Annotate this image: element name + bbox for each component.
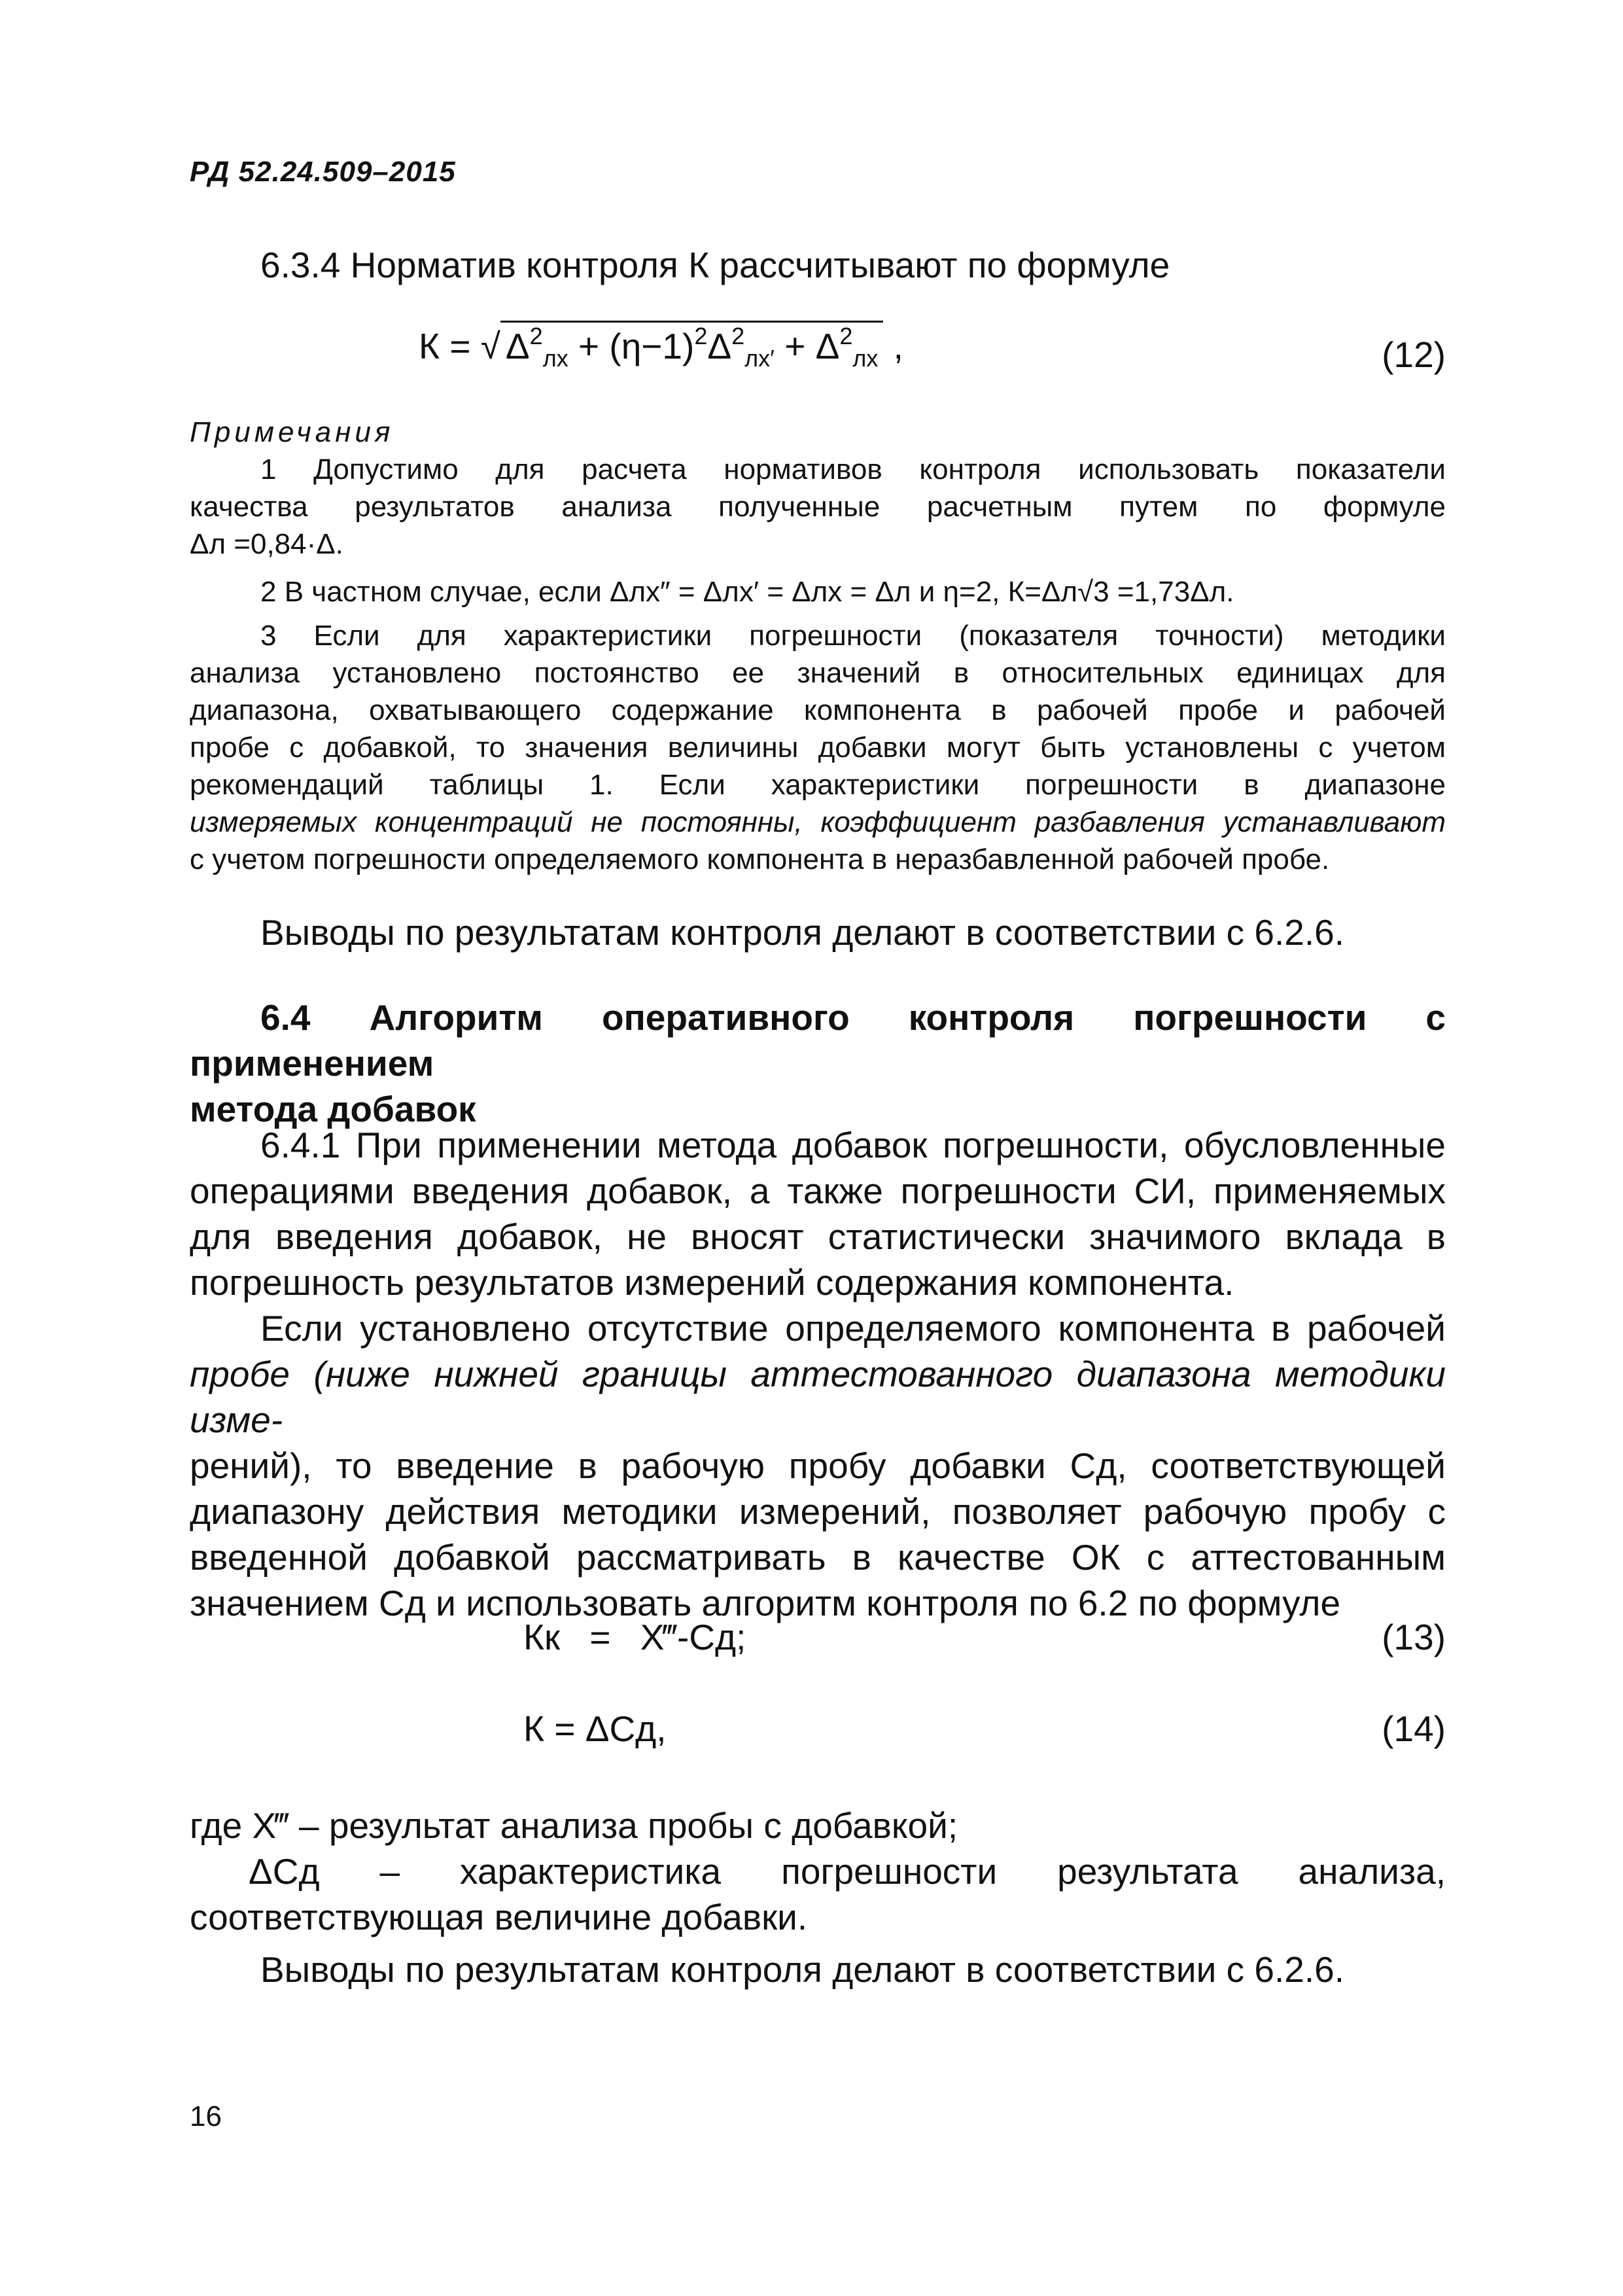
formula-12-term2-open: + (η−1) <box>578 326 695 366</box>
note-3-line: рекомендаций таблицы 1. Если характеристики погрешности в диапазоне <box>190 769 1446 801</box>
formula-12-lhs: К = <box>419 326 471 366</box>
note-3-line: с учетом погрешности определяемого компонента в неразбавленной рабочей пробе. <box>190 843 1330 875</box>
where-line-1: где X‴ – результат анализа пробы с добавкой; <box>190 1805 958 1846</box>
formula-12-sqrt: √ $\Delta^2_{лх} + (\eta-1)^2\Delta^2_{лх'} + \Delta^2_{лх}$ <box>481 321 884 372</box>
document-code-header: РД 52.24.509–2015 <box>190 156 456 188</box>
paragraph-6-4-1-line: для введения добавок, не вносят статистически значимого вклада в <box>190 1216 1446 1257</box>
paragraph-if-line-1: Если установлено отсутствие определяемого компонента в рабочей <box>260 1308 1446 1349</box>
note-3-line: пробе с добавкой, то значения величины добавки могут быть установлены с учетом <box>190 732 1446 764</box>
paragraph-if-line-6: значением Сд и использовать алгоритм контроля по 6.2 по формуле <box>190 1583 1341 1623</box>
paragraph-if-line-2: пробе (ниже нижней границы аттестованного диапазона методики изме- <box>190 1354 1446 1440</box>
where-definitions <box>190 1803 1446 1940</box>
note-3-line: анализа установлено постоянство ее значений в относительных единицах для <box>190 657 1446 689</box>
conclusion-1: Выводы по результатам контроля делают в соответствии с 6.2.6. <box>260 912 1345 953</box>
section-6-4-heading-line-2: метода добавок <box>190 1089 476 1129</box>
note-2: 2 В частном случае, если Δлх″ = Δлх′ = Δлх = Δл и η=2, К=Δл√3 =1,73Δл. <box>260 576 1234 608</box>
formula-12-term2-delta-sup: 2 <box>731 323 745 349</box>
paragraph-if-line-5: введенной добавкой рассматривать в качестве ОК с аттестованным <box>190 1537 1446 1578</box>
formula-12-term2: Δ <box>707 326 732 366</box>
where-line-2: ΔСд – характеристика погрешности результата анализа, <box>249 1851 1446 1892</box>
paragraph-if-established <box>190 1305 1446 1626</box>
formula-12 <box>419 321 903 372</box>
note-3-line: измеряемых концентраций не постоянны, коэффициент разбавления устанавливают <box>190 806 1446 838</box>
note-3-line: диапазона, охватывающего содержание компонента в рабочей пробе и рабочей <box>190 694 1446 726</box>
note-1-line-2: качества результатов анализа полученные расчетным путем по формуле <box>190 491 1446 523</box>
where-line-3: соответствующая величине добавки. <box>190 1897 808 1937</box>
section-6-3-4-text: 6.3.4 Норматив контроля К рассчитывают по формуле <box>260 245 1170 285</box>
section-6-4-heading <box>190 995 1446 1132</box>
formula-12-term3-sub: лх <box>852 345 879 372</box>
paragraph-6-4-1-line: 6.4.1 При применении метода добавок погрешности, обусловленные <box>260 1125 1446 1165</box>
note-1-line-1: 1 Допустимо для расчета нормативов контроля использовать показатели <box>260 453 1446 486</box>
formula-12-term1-sup: 2 <box>529 323 543 349</box>
notes-title: Примечания <box>190 416 394 448</box>
section-6-4-heading-line-1: 6.4 Алгоритм оперативного контроля погрешности с применением <box>190 997 1446 1084</box>
paragraph-6-4-1-line: операциями введения добавок, а также погрешности СИ, применяемых <box>190 1171 1446 1211</box>
equation-number-13: (13) <box>1382 1617 1446 1657</box>
formula-12-term1: Δ <box>505 326 530 366</box>
formula-13 <box>523 1616 746 1658</box>
formula-12-term3-sup: 2 <box>839 323 853 349</box>
notes-section <box>190 414 1446 878</box>
paragraph-if-line-4: диапазону действия методики измерений, позволяет рабочую пробу с <box>190 1491 1446 1532</box>
formula-12-term2-sup: 2 <box>694 323 708 349</box>
page-number: 16 <box>190 2100 222 2132</box>
paragraph-if-line-3: рений), то введение в рабочую пробу добавки Сд, соответствующей <box>190 1445 1446 1486</box>
conclusion-2: Выводы по результатам контроля делают в соответствии с 6.2.6. <box>260 1949 1345 1990</box>
formula-12-term2-sub: лх′ <box>744 345 775 372</box>
equation-number-14: (14) <box>1382 1708 1446 1749</box>
equation-number-12: (12) <box>1382 334 1446 375</box>
formula-13-lhs: Кк <box>523 1617 561 1657</box>
note-3-line: 3 Если для характеристики погрешности (показателя точности) методики <box>260 620 1446 652</box>
formula-12-term3: + Δ <box>784 326 840 366</box>
formula-13-equals: = <box>589 1617 611 1657</box>
formula-12-term1-sub: лх <box>542 345 568 372</box>
paragraph-6-4-1-line: погрешность результатов измерений содержания компонента. <box>190 1262 1234 1303</box>
note-3 <box>190 617 1446 878</box>
paragraph-6-4-1 <box>190 1122 1446 1305</box>
formula-13-rhs: X‴-Сд; <box>640 1617 746 1657</box>
formula-12-end: , <box>893 326 903 366</box>
note-1-line-3: Δл =0,84·Δ. <box>190 528 343 560</box>
formula-14: К = ΔСд, <box>523 1708 667 1749</box>
